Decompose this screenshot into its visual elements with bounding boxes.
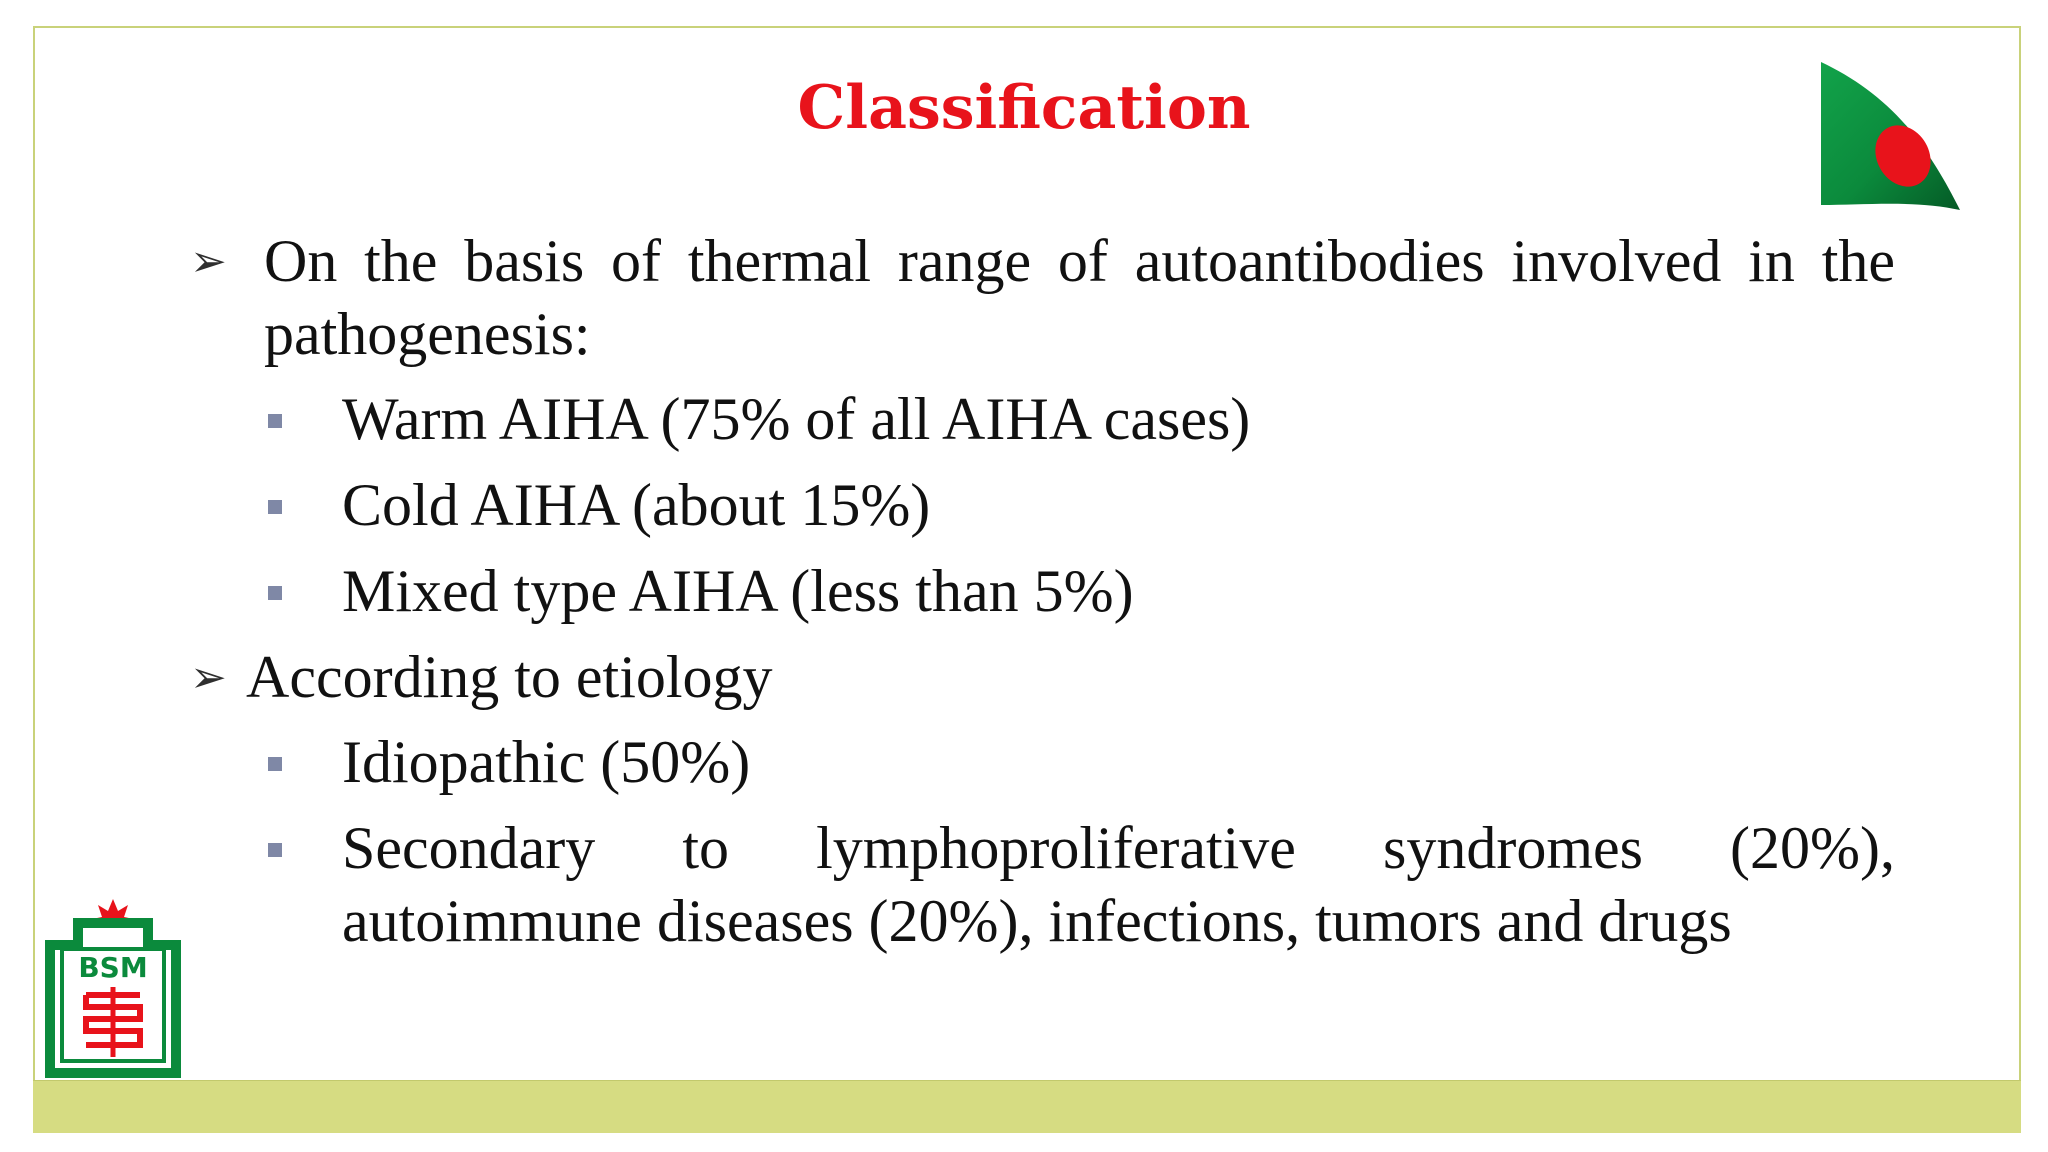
square-bullet-icon (268, 500, 282, 514)
square-bullet-icon (268, 414, 282, 428)
svg-text:BSM: BSM (78, 951, 148, 984)
arrow-bullet-icon: ➢ (190, 653, 227, 702)
arrow-bullet-icon: ➢ (190, 237, 227, 286)
bsmmu-logo-icon (38, 895, 188, 1085)
subitem-warm-aiha (180, 383, 1895, 456)
square-bullet-icon (268, 586, 282, 600)
subitem-text: Idiopathic (50%) (342, 729, 751, 795)
subitem-text: Mixed type AIHA (less than 5%) (342, 558, 1134, 624)
subitem-secondary (180, 812, 1895, 958)
subitem-text: Secondary to lymphoproliferative syndromes (20%), autoimmune diseases (20%), infections, tumors and drugs (342, 815, 1895, 954)
footer-band (33, 1080, 2021, 1133)
subitem-cold-aiha (180, 469, 1895, 542)
slide-content (180, 225, 1895, 971)
subitem-idiopathic (180, 726, 1895, 799)
bullet-thermal-range (180, 225, 1895, 371)
bangladesh-flag-icon (1815, 60, 1965, 215)
square-bullet-icon (268, 843, 282, 857)
slide-title: Classification (797, 73, 1251, 143)
subitem-text: Cold AIHA (about 15%) (342, 472, 931, 538)
subitem-text: Warm AIHA (75% of all AIHA cases) (342, 386, 1251, 452)
bullet-text: According to etiology (246, 644, 773, 710)
bullet-etiology (180, 641, 1895, 714)
subitem-mixed-aiha (180, 555, 1895, 628)
square-bullet-icon (268, 757, 282, 771)
bullet-text: On the basis of thermal range of autoantibodies involved in the pathogenesis: (264, 228, 1895, 367)
